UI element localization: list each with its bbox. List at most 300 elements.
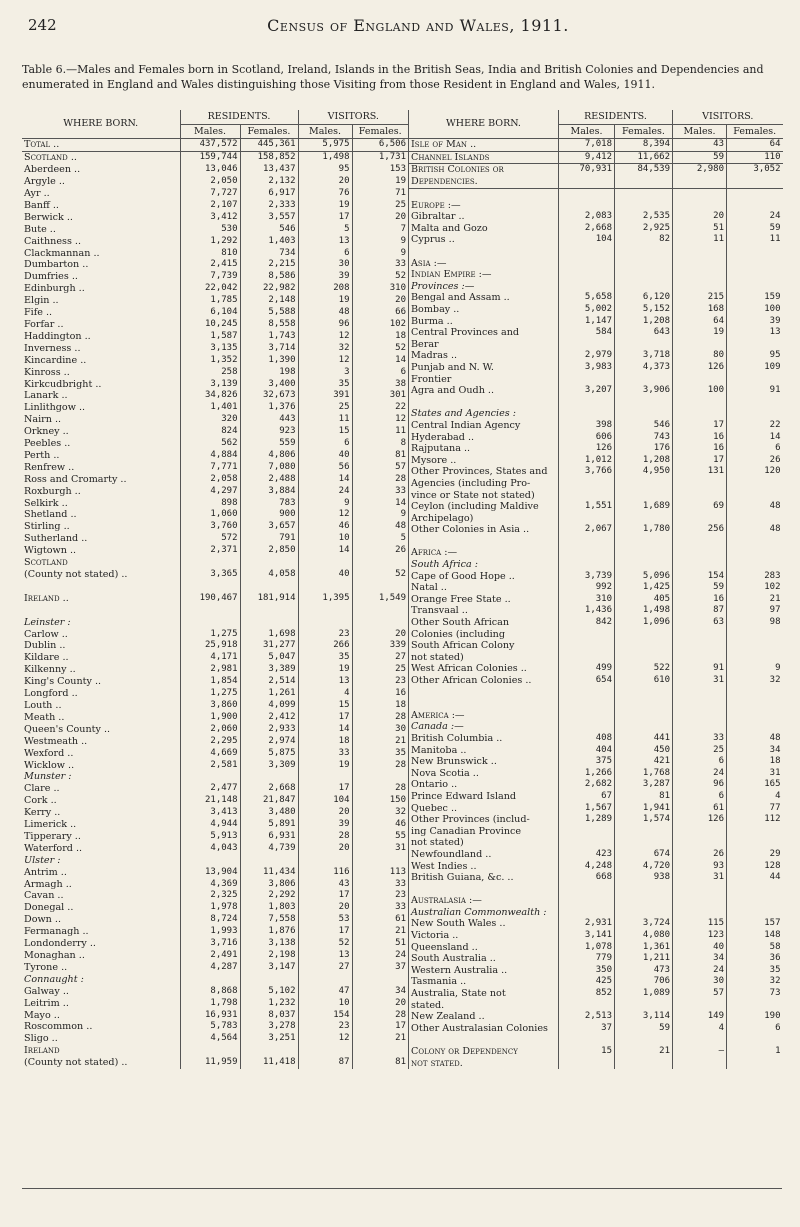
- visitors-males: 6: [673, 791, 727, 803]
- visitors-females: 48: [727, 524, 783, 536]
- table-row: [409, 1058, 783, 1070]
- visitors-males: 13: [298, 950, 352, 962]
- residents-males: 6,104: [180, 307, 240, 319]
- residents-males: 3,739: [559, 571, 615, 583]
- place-name: Cork ..: [24, 795, 57, 807]
- place-name: Colonies (including: [411, 628, 505, 640]
- residents-females: 610: [615, 675, 673, 687]
- visitors-males: [298, 581, 352, 593]
- place-name: Isle of Man ..: [409, 139, 559, 152]
- place-name: New South Wales ..: [411, 918, 506, 930]
- place-name: Haddington ..: [24, 330, 91, 342]
- visitors-females: [727, 490, 783, 502]
- residents-males: [559, 281, 615, 293]
- table-row: [409, 269, 783, 281]
- table-row: [22, 807, 408, 819]
- residents-males: [559, 907, 615, 919]
- residents-males: 3,766: [559, 466, 615, 478]
- residents-males: [559, 710, 615, 722]
- table-row: [409, 139, 783, 152]
- visitors-males: 24: [673, 768, 727, 780]
- visitors-males: 12: [298, 355, 352, 367]
- residents-males: 4,171: [180, 652, 240, 664]
- place-name: [409, 687, 559, 699]
- residents-males: 11,959: [180, 1057, 240, 1069]
- visitors-males: 19: [298, 664, 352, 676]
- place-name: [22, 581, 180, 593]
- residents-females: 1,232: [240, 997, 298, 1009]
- visitors-males: [298, 557, 352, 569]
- residents-females: [615, 176, 673, 188]
- visitors-females: 71: [352, 188, 408, 200]
- place-name: Kincardine ..: [24, 354, 87, 366]
- table-row: [22, 355, 408, 367]
- visitors-males: [673, 1058, 727, 1070]
- residents-females: 8,586: [240, 271, 298, 283]
- residents-males: 2,058: [180, 474, 240, 486]
- visitors-females: 9: [727, 663, 783, 675]
- place-name: Agencies (including Pro-: [411, 477, 531, 489]
- place-name: [409, 536, 559, 548]
- residents-males: 7,018: [559, 139, 615, 152]
- visitors-males: 31: [673, 675, 727, 687]
- residents-males: [559, 490, 615, 502]
- bottom-rule: [22, 1188, 782, 1189]
- table-row: [409, 1011, 783, 1023]
- table-row: [409, 466, 783, 478]
- visitors-females: 64: [727, 139, 783, 152]
- visitors-females: 48: [727, 501, 783, 513]
- residents-males: 2,682: [559, 779, 615, 791]
- visitors-females: 20: [352, 295, 408, 307]
- residents-females: [615, 200, 673, 212]
- visitors-males: [673, 258, 727, 270]
- table-row: [409, 710, 783, 722]
- visitors-females: [727, 1034, 783, 1046]
- table-row: [22, 688, 408, 700]
- table-row: [409, 1023, 783, 1035]
- visitors-males: 9: [298, 497, 352, 509]
- residents-males: 3,983: [559, 362, 615, 374]
- residents-males: 2,083: [559, 211, 615, 223]
- place-name: Longford ..: [24, 688, 78, 700]
- visitors-males: 123: [673, 930, 727, 942]
- place-name: Madras ..: [411, 350, 458, 362]
- table-row: [409, 918, 783, 930]
- visitors-males: 17: [298, 890, 352, 902]
- table-row: [22, 426, 408, 438]
- visitors-females: 44: [727, 872, 783, 884]
- place-name: Total ..: [22, 139, 180, 152]
- place-name: Linlithgow ..: [24, 402, 86, 414]
- visitors-males: 20: [298, 176, 352, 188]
- table-row: [22, 747, 408, 759]
- place-name: Louth ..: [24, 699, 62, 711]
- residents-females: 8,394: [615, 139, 673, 152]
- males-header: Males.: [180, 124, 240, 139]
- residents-females: [615, 884, 673, 896]
- visitors-males: 17: [298, 712, 352, 724]
- table-row: [22, 1057, 408, 1069]
- visitors-males: 215: [673, 292, 727, 304]
- residents-males: 2,067: [559, 524, 615, 536]
- residents-females: 405: [615, 594, 673, 606]
- table-row: [22, 616, 408, 628]
- visitors-males: 5: [298, 224, 352, 236]
- residents-females: 900: [240, 509, 298, 521]
- table-row: [409, 640, 783, 652]
- visitors-males: 93: [673, 861, 727, 873]
- visitors-males: 14: [298, 474, 352, 486]
- table-row: [409, 861, 783, 873]
- place-name: [409, 1034, 559, 1046]
- residents-females: 3,278: [240, 1021, 298, 1033]
- visitors-females: 33: [352, 486, 408, 498]
- visitors-females: 61: [352, 914, 408, 926]
- residents-females: 1,096: [615, 617, 673, 629]
- visitors-females: 36: [727, 953, 783, 965]
- place-name: Australasia :—: [411, 895, 482, 907]
- place-name: Queen's County ..: [24, 723, 111, 735]
- residents-males: 1,147: [559, 316, 615, 328]
- place-name: Caithness ..: [24, 235, 82, 247]
- place-name: Sutherland ..: [24, 533, 88, 545]
- visitors-males: 19: [298, 759, 352, 771]
- residents-males: [559, 1058, 615, 1070]
- place-name: Fermanagh ..: [24, 926, 89, 938]
- residents-females: 441: [615, 733, 673, 745]
- residents-females: 198: [240, 366, 298, 378]
- place-name: Tasmania ..: [411, 976, 467, 988]
- visitors-females: 9: [352, 247, 408, 259]
- residents-females: [615, 1034, 673, 1046]
- residents-males: 779: [559, 953, 615, 965]
- visitors-males: [673, 339, 727, 351]
- residents-males: 7,771: [180, 462, 240, 474]
- place-name: Banff ..: [24, 199, 59, 211]
- visitors-males: 126: [673, 814, 727, 826]
- visitors-females: 22: [352, 402, 408, 414]
- visitors-males: [673, 246, 727, 258]
- residents-females: 4,950: [615, 466, 673, 478]
- place-name: Wexford ..: [24, 747, 74, 759]
- residents-females: 5,102: [240, 986, 298, 998]
- table-row: [409, 617, 783, 629]
- residents-males: 5,658: [559, 292, 615, 304]
- table-row: [409, 385, 783, 397]
- residents-females: 21,847: [240, 795, 298, 807]
- residents-males: [559, 200, 615, 212]
- visitors-females: 21: [352, 736, 408, 748]
- table-row: [22, 593, 408, 605]
- residents-females: 3,480: [240, 807, 298, 819]
- residents-males: 3,716: [180, 938, 240, 950]
- table-row: [409, 327, 783, 339]
- place-name: Other African Colonies ..: [411, 675, 532, 686]
- residents-females: 559: [240, 438, 298, 450]
- table-row: [22, 259, 408, 271]
- residents-females: 2,488: [240, 474, 298, 486]
- place-name: Cape of Good Hope ..: [411, 570, 515, 582]
- residents-males: 654: [559, 675, 615, 687]
- right-table: [408, 110, 783, 1069]
- place-name: Manitoba ..: [411, 744, 467, 756]
- place-name: Scotland: [24, 557, 68, 569]
- table-row: [22, 700, 408, 712]
- visitors-females: 12: [352, 414, 408, 426]
- visitors-females: 109: [727, 362, 783, 374]
- visitors-males: 23: [298, 1021, 352, 1033]
- visitors-females: 59: [727, 223, 783, 235]
- place-name: Westmeath ..: [24, 735, 88, 747]
- visitors-males: 26: [673, 849, 727, 861]
- table-row: [409, 629, 783, 641]
- visitors-males: 32: [298, 343, 352, 355]
- table-row: [22, 139, 408, 152]
- visitors-females: 48: [727, 733, 783, 745]
- visitors-males: 53: [298, 914, 352, 926]
- residents-females: 6,931: [240, 831, 298, 843]
- place-name: King's County ..: [24, 676, 102, 688]
- visitors-males: 63: [673, 617, 727, 629]
- place-name: Other Colonies in Asia ..: [411, 524, 530, 536]
- visitors-males: [673, 397, 727, 409]
- table-row: [22, 1033, 408, 1045]
- visitors-females: 18: [352, 331, 408, 343]
- place-name: Dublin ..: [24, 640, 66, 652]
- place-name: Cavan ..: [24, 890, 64, 902]
- table-row: [22, 402, 408, 414]
- table-row: [22, 331, 408, 343]
- visitors-females: [352, 581, 408, 593]
- residents-males: 1,352: [180, 355, 240, 367]
- table-row: [22, 188, 408, 200]
- visitors-females: [352, 605, 408, 617]
- females-header: Females.: [615, 124, 673, 139]
- visitors-females: 91: [727, 385, 783, 397]
- residents-males: 7,727: [180, 188, 240, 200]
- visitors-males: 6: [298, 247, 352, 259]
- visitors-males: [673, 837, 727, 849]
- visitors-females: [727, 176, 783, 188]
- right-table-body: [409, 139, 783, 1070]
- visitors-females: 81: [352, 1057, 408, 1069]
- visitors-males: 28: [298, 831, 352, 843]
- place-name: not stated): [411, 651, 464, 663]
- residents-males: [559, 374, 615, 386]
- visitors-males: 168: [673, 304, 727, 316]
- residents-males: [559, 269, 615, 281]
- residents-females: [615, 339, 673, 351]
- residents-males: 3,141: [559, 930, 615, 942]
- residents-males: [559, 258, 615, 270]
- table-row: [409, 803, 783, 815]
- residents-females: [615, 281, 673, 293]
- table-row: [409, 826, 783, 838]
- table-row: [409, 513, 783, 525]
- visitors-females: 21: [727, 594, 783, 606]
- place-name: Bute ..: [24, 223, 56, 235]
- place-name: Ayr ..: [24, 188, 50, 199]
- table-row: [409, 1000, 783, 1012]
- visitors-females: 301: [352, 390, 408, 402]
- table-row: [22, 974, 408, 986]
- place-name: Waterford ..: [24, 842, 83, 854]
- residents-females: [615, 907, 673, 919]
- table-row: [409, 374, 783, 386]
- census-tables: [22, 110, 782, 1069]
- residents-females: [615, 1058, 673, 1070]
- residents-females: 3,138: [240, 938, 298, 950]
- visitors-males: 39: [298, 271, 352, 283]
- residents-females: [615, 698, 673, 710]
- place-name: British Columbia ..: [411, 732, 503, 744]
- table-row: [22, 164, 408, 176]
- table-row: [22, 1021, 408, 1033]
- residents-males: 584: [559, 327, 615, 339]
- residents-males: 3,139: [180, 378, 240, 390]
- table-row: [22, 390, 408, 402]
- table-row: [409, 420, 783, 432]
- residents-females: 1,768: [615, 768, 673, 780]
- residents-females: 2,850: [240, 545, 298, 557]
- residents-females: 791: [240, 533, 298, 545]
- table-row: [22, 295, 408, 307]
- table-row: [409, 258, 783, 270]
- residents-males: 2,371: [180, 545, 240, 557]
- residents-males: 404: [559, 745, 615, 757]
- table-row: [409, 501, 783, 513]
- residents-males: 1,551: [559, 501, 615, 513]
- residents-females: 4,373: [615, 362, 673, 374]
- place-name: Connaught :: [24, 973, 84, 985]
- visitors-males: 52: [298, 938, 352, 950]
- visitors-females: 19: [352, 176, 408, 188]
- residents-males: 2,491: [180, 950, 240, 962]
- residents-females: 2,412: [240, 712, 298, 724]
- residents-females: 181,914: [240, 593, 298, 605]
- table-row: [409, 350, 783, 362]
- females-header: Females.: [727, 124, 783, 139]
- residents-males: 3,207: [559, 385, 615, 397]
- visitors-females: 46: [352, 819, 408, 831]
- place-name: Carlow ..: [24, 628, 68, 640]
- residents-males: 1,978: [180, 902, 240, 914]
- visitors-males: 19: [673, 327, 727, 339]
- visitors-males: 30: [673, 976, 727, 988]
- visitors-females: [727, 710, 783, 722]
- residents-females: 643: [615, 327, 673, 339]
- residents-males: 4,944: [180, 819, 240, 831]
- place-name: Cyprus ..: [411, 234, 455, 246]
- visitors-females: [727, 513, 783, 525]
- residents-males: 4,043: [180, 843, 240, 855]
- running-head: Census of England and Wales, 1911.: [267, 16, 569, 35]
- visitors-males: 104: [298, 795, 352, 807]
- visitors-females: 6: [727, 1023, 783, 1035]
- residents-males: 499: [559, 663, 615, 675]
- residents-females: [615, 188, 673, 200]
- visitors-females: [352, 1045, 408, 1057]
- residents-females: 3,114: [615, 1011, 673, 1023]
- residents-females: [615, 629, 673, 641]
- visitors-males: 14: [298, 724, 352, 736]
- residents-females: 59: [615, 1023, 673, 1035]
- residents-females: [615, 837, 673, 849]
- visitors-females: 120: [727, 466, 783, 478]
- visitors-males: 10: [298, 533, 352, 545]
- visitors-females: 128: [727, 861, 783, 873]
- residents-females: 11,418: [240, 1057, 298, 1069]
- table-row: [409, 594, 783, 606]
- table-row: [409, 559, 783, 571]
- residents-females: 4,806: [240, 450, 298, 462]
- place-name: Indian Empire :—: [411, 269, 492, 281]
- residents-males: [180, 1045, 240, 1057]
- place-name: Punjab and N. W.: [411, 361, 494, 373]
- place-name: Mysore ..: [411, 454, 457, 466]
- residents-females: 2,215: [240, 259, 298, 271]
- place-name: Ireland: [24, 1045, 60, 1057]
- table-row: [22, 247, 408, 259]
- residents-females: 1,089: [615, 988, 673, 1000]
- table-row: [409, 304, 783, 316]
- visitors-females: 13: [727, 327, 783, 339]
- residents-females: 4,080: [615, 930, 673, 942]
- place-name: not stated.: [411, 1057, 463, 1069]
- visitors-females: 16: [352, 688, 408, 700]
- residents-males: 1,012: [559, 455, 615, 467]
- visitors-females: 1: [727, 1046, 783, 1058]
- visitors-males: 76: [298, 188, 352, 200]
- place-name: Quebec ..: [411, 802, 458, 814]
- visitors-males: 33: [673, 733, 727, 745]
- visitors-females: 32: [352, 807, 408, 819]
- residents-males: 22,042: [180, 283, 240, 295]
- place-name: vince or State not stated): [411, 489, 535, 501]
- table-row: [409, 1034, 783, 1046]
- residents-males: [559, 721, 615, 733]
- place-name: Malta and Gozo: [411, 222, 488, 234]
- visitors-males: 131: [673, 466, 727, 478]
- place-name: Orange Free State ..: [411, 593, 511, 605]
- place-name: Dumbarton ..: [24, 259, 89, 271]
- residents-males: 5,002: [559, 304, 615, 316]
- residents-females: 5,047: [240, 652, 298, 664]
- residents-females: 7,558: [240, 914, 298, 926]
- residents-males: [180, 974, 240, 986]
- place-name: Other Provinces, States and: [411, 466, 548, 478]
- residents-males: 3,413: [180, 807, 240, 819]
- residents-males: 1,275: [180, 628, 240, 640]
- residents-males: [559, 559, 615, 571]
- visitors-males: [673, 895, 727, 907]
- residents-males: 842: [559, 617, 615, 629]
- visitors-females: 310: [352, 283, 408, 295]
- visitors-females: [727, 269, 783, 281]
- place-name: Donegal ..: [24, 902, 74, 914]
- table-row: [22, 581, 408, 593]
- residents-females: 2,535: [615, 211, 673, 223]
- place-name: Victoria ..: [411, 930, 459, 942]
- place-name: Prince Edward Island: [411, 790, 517, 802]
- visitors-females: 33: [352, 878, 408, 890]
- visitors-males: [673, 1000, 727, 1012]
- residents-males: 13,904: [180, 867, 240, 879]
- table-row: [409, 536, 783, 548]
- place-name: Stirling ..: [24, 521, 70, 533]
- visitors-males: 15: [298, 426, 352, 438]
